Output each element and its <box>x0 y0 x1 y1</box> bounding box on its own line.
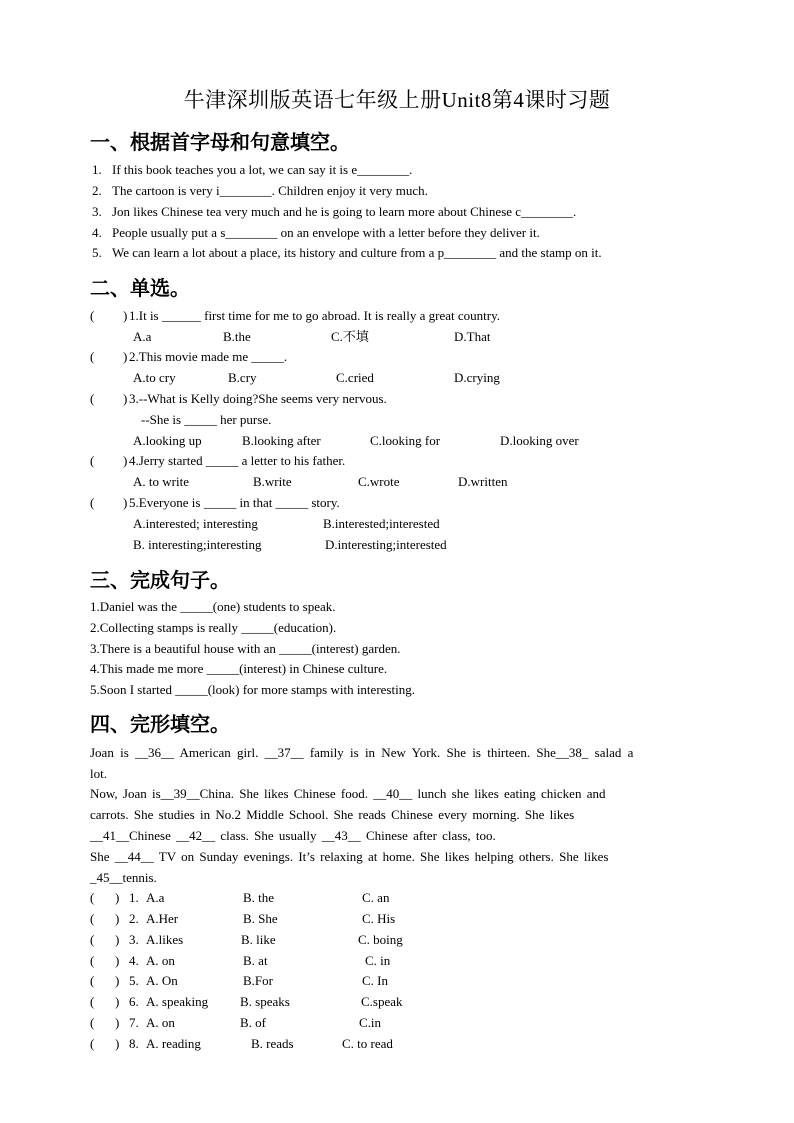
p2-q5-text: 5.Everyone is _____ in that _____ story. <box>129 495 340 510</box>
p3-q2-text: 2.Collecting stamps is really _____(education). <box>90 620 337 635</box>
p2-q1-text: 1.It is ______ first time for me to go abroad. It is really a great country. <box>129 308 501 323</box>
cloze-line-5: __41__Chinese __42__ class. She usually __43__ Chinese after class, too. <box>90 828 496 843</box>
cloze-q5-option-b: B.For <box>243 973 273 988</box>
p2-q1-option-b: B.the <box>223 329 251 344</box>
p2-q4-close-paren: ) <box>123 453 128 468</box>
section-heading-1: 一、根据首字母和句意填空。 <box>90 130 350 154</box>
cloze-q2-open-paren: ( <box>90 911 95 926</box>
cloze-q7-close-paren: ) <box>115 1015 120 1030</box>
p2-q2-text: 2.This movie made me _____. <box>129 349 288 364</box>
cloze-q1-close-paren: ) <box>115 890 120 905</box>
p2-q4-option-a: A. to write <box>133 474 189 489</box>
cloze-q7-option-b: B. of <box>240 1015 266 1030</box>
cloze-q4-number: 4. <box>129 953 139 968</box>
p2-q3-close-paren: ) <box>123 391 128 406</box>
cloze-line-6: She __44__ TV on Sunday evenings. It’s relaxing at home. She likes helping others. She likes <box>90 849 609 864</box>
p3-q5-text: 5.Soon I started _____(look) for more stamps with interesting. <box>90 682 415 697</box>
p1-q3-text: Jon likes Chinese tea very much and he is going to learn more about Chinese c________. <box>112 204 577 219</box>
cloze-q6-option-a: A. speaking <box>146 994 209 1009</box>
p2-q4-open-paren: ( <box>90 453 95 468</box>
p1-q5-number: 5. <box>92 245 102 260</box>
p2-q3-open-paren: ( <box>90 391 95 406</box>
p2-q1-option-c: C.不填 <box>331 329 369 344</box>
cloze-q6-open-paren: ( <box>90 994 95 1009</box>
cloze-q2-option-a: A.Her <box>146 911 179 926</box>
p2-q2-option-a: A.to cry <box>133 370 176 385</box>
cloze-q2-close-paren: ) <box>115 911 120 926</box>
cloze-q2-number: 2. <box>129 911 139 926</box>
p2-q5-option-b: B.interested;interested <box>323 516 440 531</box>
p1-q4-text: People usually put a s________ on an envelope with a letter before they deliver it. <box>112 225 540 240</box>
cloze-q5-option-a: A. On <box>146 973 178 988</box>
p2-q2-close-paren: ) <box>123 349 128 364</box>
p1-q5-text: We can learn a lot about a place, its history and culture from a p________ and the stamp on it. <box>112 245 602 260</box>
cloze-line-7: _45__tennis. <box>90 870 157 885</box>
cloze-q7-option-a: A. on <box>146 1015 175 1030</box>
cloze-q1-option-a: A.a <box>146 890 165 905</box>
cloze-line-1: Joan is __36__ American girl. __37__ family is in New York. She is thirteen. She__38_ salad a <box>90 745 634 760</box>
p2-q2-open-paren: ( <box>90 349 95 364</box>
cloze-q2-option-c: C. His <box>362 911 396 926</box>
p2-q4-text: 4.Jerry started _____ a letter to his father. <box>129 453 346 468</box>
cloze-q1-number: 1. <box>129 890 139 905</box>
p2-q3-option-a: A.looking up <box>133 433 202 448</box>
cloze-q8-open-paren: ( <box>90 1036 95 1051</box>
cloze-q5-close-paren: ) <box>115 973 120 988</box>
cloze-q2-option-b: B. She <box>243 911 278 926</box>
p2-q1-open-paren: ( <box>90 308 95 323</box>
p2-q1-close-paren: ) <box>123 308 128 323</box>
cloze-q5-number: 5. <box>129 973 139 988</box>
section-heading-4: 四、完形填空。 <box>90 712 230 736</box>
p1-q2-text: The cartoon is very i________. Children enjoy it very much. <box>112 183 428 198</box>
p1-q2-number: 2. <box>92 183 102 198</box>
cloze-q3-close-paren: ) <box>115 932 120 947</box>
section-heading-3: 三、完成句子。 <box>90 568 230 592</box>
cloze-q3-option-b: B. like <box>241 932 276 947</box>
p2-q3-option-c: C.looking for <box>370 433 441 448</box>
p2-q5-open-paren: ( <box>90 495 95 510</box>
cloze-q4-close-paren: ) <box>115 953 120 968</box>
p2-q1-option-a: A.a <box>133 329 152 344</box>
cloze-q5-option-c: C. In <box>362 973 388 988</box>
p2-q1-option-d: D.That <box>454 329 491 344</box>
p3-q3-text: 3.There is a beautiful house with an _____(interest) garden. <box>90 641 401 656</box>
p2-q5-option-c: B. interesting;interesting <box>133 537 262 552</box>
cloze-q3-option-c: C. boing <box>358 932 403 947</box>
cloze-q1-open-paren: ( <box>90 890 95 905</box>
cloze-q1-option-c: C. an <box>362 890 390 905</box>
cloze-q8-option-c: C. to read <box>342 1036 393 1051</box>
p1-q3-number: 3. <box>92 204 102 219</box>
section-heading-2: 二、单选。 <box>90 276 190 300</box>
cloze-q5-open-paren: ( <box>90 973 95 988</box>
p1-q1-text: If this book teaches you a lot, we can say it is e________. <box>112 162 413 177</box>
p3-q4-text: 4.This made me more _____(interest) in Chinese culture. <box>90 661 388 676</box>
cloze-q4-option-b: B. at <box>243 953 268 968</box>
p2-q4-option-c: C.wrote <box>358 474 400 489</box>
cloze-q4-option-a: A. on <box>146 953 175 968</box>
cloze-line-3: Now, Joan is__39__China. She likes Chinese food. __40__ lunch she likes eating chicken and <box>90 786 606 801</box>
p2-q2-option-c: C.cried <box>336 370 374 385</box>
cloze-q8-option-a: A. reading <box>146 1036 201 1051</box>
p2-q3-option-d: D.looking over <box>500 433 579 448</box>
p2-q4-option-d: D.written <box>458 474 508 489</box>
cloze-q3-option-a: A.likes <box>146 932 184 947</box>
p2-q3-text: 3.--What is Kelly doing?She seems very nervous. <box>129 391 387 406</box>
cloze-q3-open-paren: ( <box>90 932 95 947</box>
p1-q1-number: 1. <box>92 162 102 177</box>
p1-q4-number: 4. <box>92 225 102 240</box>
p2-q3-text-2: --She is _____ her purse. <box>141 412 272 427</box>
cloze-q6-option-c: C.speak <box>361 994 403 1009</box>
p2-q5-option-a: A.interested; interesting <box>133 516 258 531</box>
cloze-q7-open-paren: ( <box>90 1015 95 1030</box>
cloze-q8-close-paren: ) <box>115 1036 120 1051</box>
page-title: 牛津深圳版英语七年级上册Unit8第4课时习题 <box>183 88 611 112</box>
cloze-q6-close-paren: ) <box>115 994 120 1009</box>
p2-q2-option-d: D.crying <box>454 370 500 385</box>
cloze-q8-option-b: B. reads <box>251 1036 294 1051</box>
cloze-line-2: lot. <box>90 766 107 781</box>
cloze-q4-open-paren: ( <box>90 953 95 968</box>
cloze-line-4: carrots. She studies in No.2 Middle School. She reads Chinese every morning. She likes <box>90 807 575 822</box>
p2-q5-close-paren: ) <box>123 495 128 510</box>
cloze-q3-number: 3. <box>129 932 139 947</box>
cloze-q7-number: 7. <box>129 1015 139 1030</box>
p3-q1-text: 1.Daniel was the _____(one) students to speak. <box>90 599 336 614</box>
p2-q5-option-d: D.interesting;interested <box>325 537 447 552</box>
cloze-q8-number: 8. <box>129 1036 139 1051</box>
cloze-q6-number: 6. <box>129 994 139 1009</box>
cloze-q1-option-b: B. the <box>243 890 275 905</box>
cloze-q6-option-b: B. speaks <box>240 994 290 1009</box>
p2-q4-option-b: B.write <box>253 474 292 489</box>
p2-q2-option-b: B.cry <box>228 370 257 385</box>
cloze-q7-option-c: C.in <box>359 1015 382 1030</box>
p2-q3-option-b: B.looking after <box>242 433 321 448</box>
cloze-q4-option-c: C. in <box>365 953 391 968</box>
